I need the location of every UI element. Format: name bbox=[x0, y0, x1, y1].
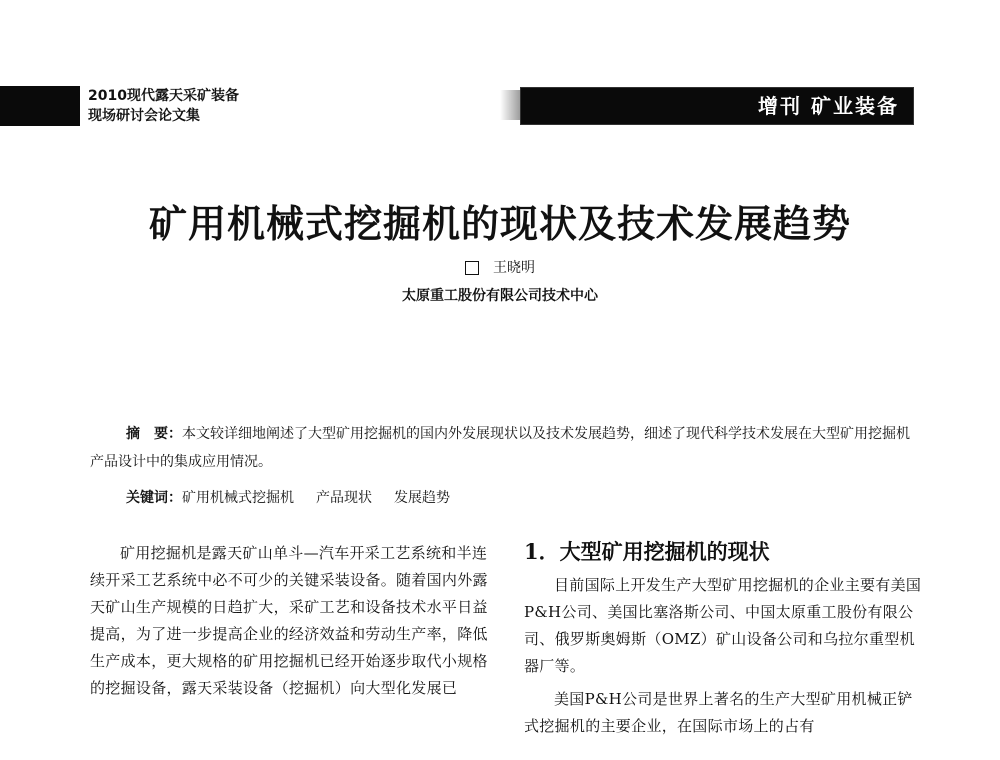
section-1-paragraph: 目前国际上开发生产大型矿用挖掘机的企业主要有美国P&H公司、美国比塞洛斯公司、中国太原重工股份有限公司、俄罗斯奥姆斯（OMZ）矿山设备公司和乌拉尔重型机器厂等。 bbox=[524, 576, 922, 675]
keywords bbox=[126, 487, 916, 509]
keyword-item: 发展趋势 bbox=[394, 490, 450, 506]
author-affiliation: 太原重工股份有限公司技术中心 bbox=[402, 288, 598, 304]
author-line bbox=[0, 258, 1000, 278]
section-banner-label: 增刊 矿业装备 bbox=[758, 94, 899, 118]
abstract-text: 本文较详细地阐述了大型矿用挖掘机的国内外发展现状以及技术发展趋势，细述了现代科学技术发展在大型矿用挖掘机产品设计中的集成应用情况。 bbox=[90, 426, 910, 470]
paper-title: 矿用机械式挖掘机的现状及技术发展趋势 bbox=[148, 201, 851, 246]
intro-paragraph: 矿用挖掘机是露天矿山单斗—汽车开采工艺系统和半连续开采工艺系统中必不可少的关键采装设备。随着国内外露天矿山生产规模的日趋扩大，采矿工艺和设备技术水平日益提高，为了进一步提高企业的经济效益和劳动生产率，降低生产成本，更大规格的矿用挖掘机已经开始逐步取代小规格的挖掘设备，露天采装设备（挖掘机）向大型化发展已 bbox=[90, 544, 488, 697]
author-box-icon bbox=[465, 261, 479, 275]
section-1-paragraph: 美国P&H公司是世界上著名的生产大型矿用机械正铲式挖掘机的主要企业，在国际市场上的占有 bbox=[524, 690, 913, 735]
keyword-item: 矿用机械式挖掘机 bbox=[182, 490, 294, 506]
journal-header-line-1: 2010现代露天采矿装备 bbox=[88, 88, 239, 104]
section-1-heading: 1．大型矿用挖掘机的现状 bbox=[524, 539, 770, 564]
journal-header bbox=[88, 86, 239, 126]
abstract bbox=[90, 420, 920, 476]
keyword-item: 产品现状 bbox=[316, 490, 372, 506]
keywords-label: 关键词： bbox=[126, 490, 182, 506]
section-1 bbox=[524, 538, 922, 760]
author-name: 王晓明 bbox=[493, 260, 535, 276]
header-left-bar bbox=[0, 86, 80, 126]
abstract-label: 摘 要： bbox=[126, 426, 182, 442]
section-banner bbox=[520, 87, 914, 125]
journal-header-line-2: 现场研讨会论文集 bbox=[88, 108, 200, 124]
